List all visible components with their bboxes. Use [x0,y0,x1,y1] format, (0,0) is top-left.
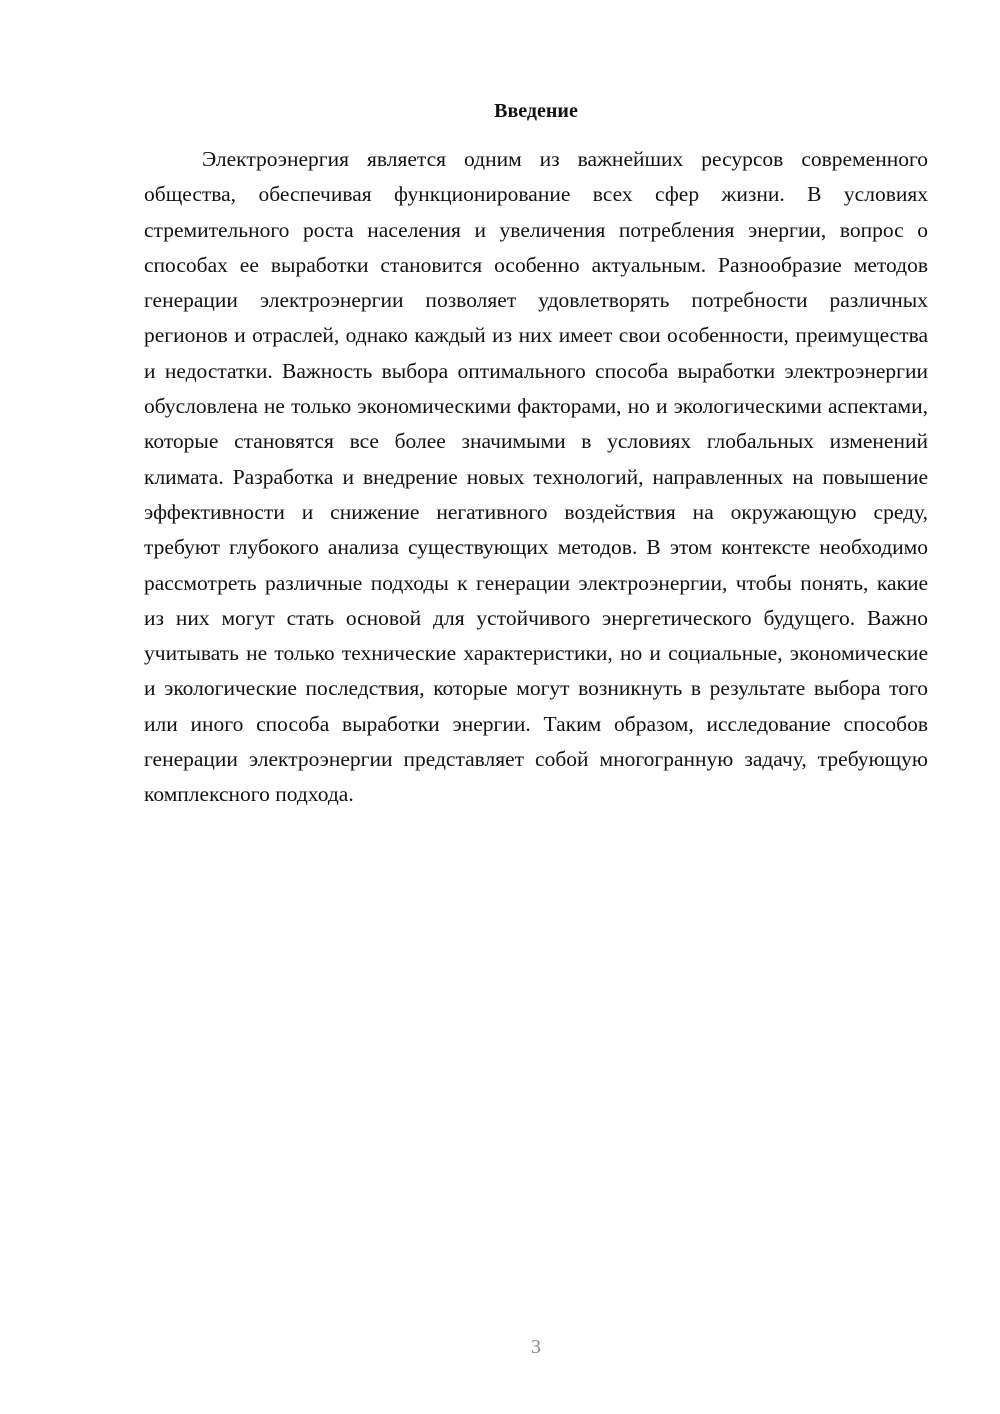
page-number: 3 [531,1336,541,1358]
body-paragraph: Электроэнергия является одним из важнейших ресурсов современного общества, обеспечивая функционирование всех сфер жизни. В условиях стремительного роста населения и увеличения потребления энергии, вопрос о способах ее выработки становится особенно актуальным. Разнообразие методов генерации электроэнергии позволяет удовлетворять потребности различных регионов и отраслей, однако каждый из них имеет свои особенности, преимущества и недостатки. Важность выбора оптимального способа выработки электроэнергии обусловлена не только экономическими факторами, но и экологическими аспектами, которые становятся все более значимыми в условиях глобальных изменений климата. Разработка и внедрение новых технологий, направленных на повышение эффективности и снижение негативного воздействия на окружающую среду, требуют глубокого анализа существующих методов. В этом контексте необходимо рассмотреть различные подходы к генерации электроэнергии, чтобы понять, какие из них могут стать основой для устойчивого энергетического будущего. Важно учитывать не только технические характеристики, но и социальные, экономические и экологические последствия, которые могут возникнуть в результате выбора того или иного способа выработки энергии. Таким образом, исследование способов генерации электроэнергии представляет собой многогранную задачу, требующую комплексного подхода. [144,147,928,807]
section-heading: Введение [494,100,578,122]
